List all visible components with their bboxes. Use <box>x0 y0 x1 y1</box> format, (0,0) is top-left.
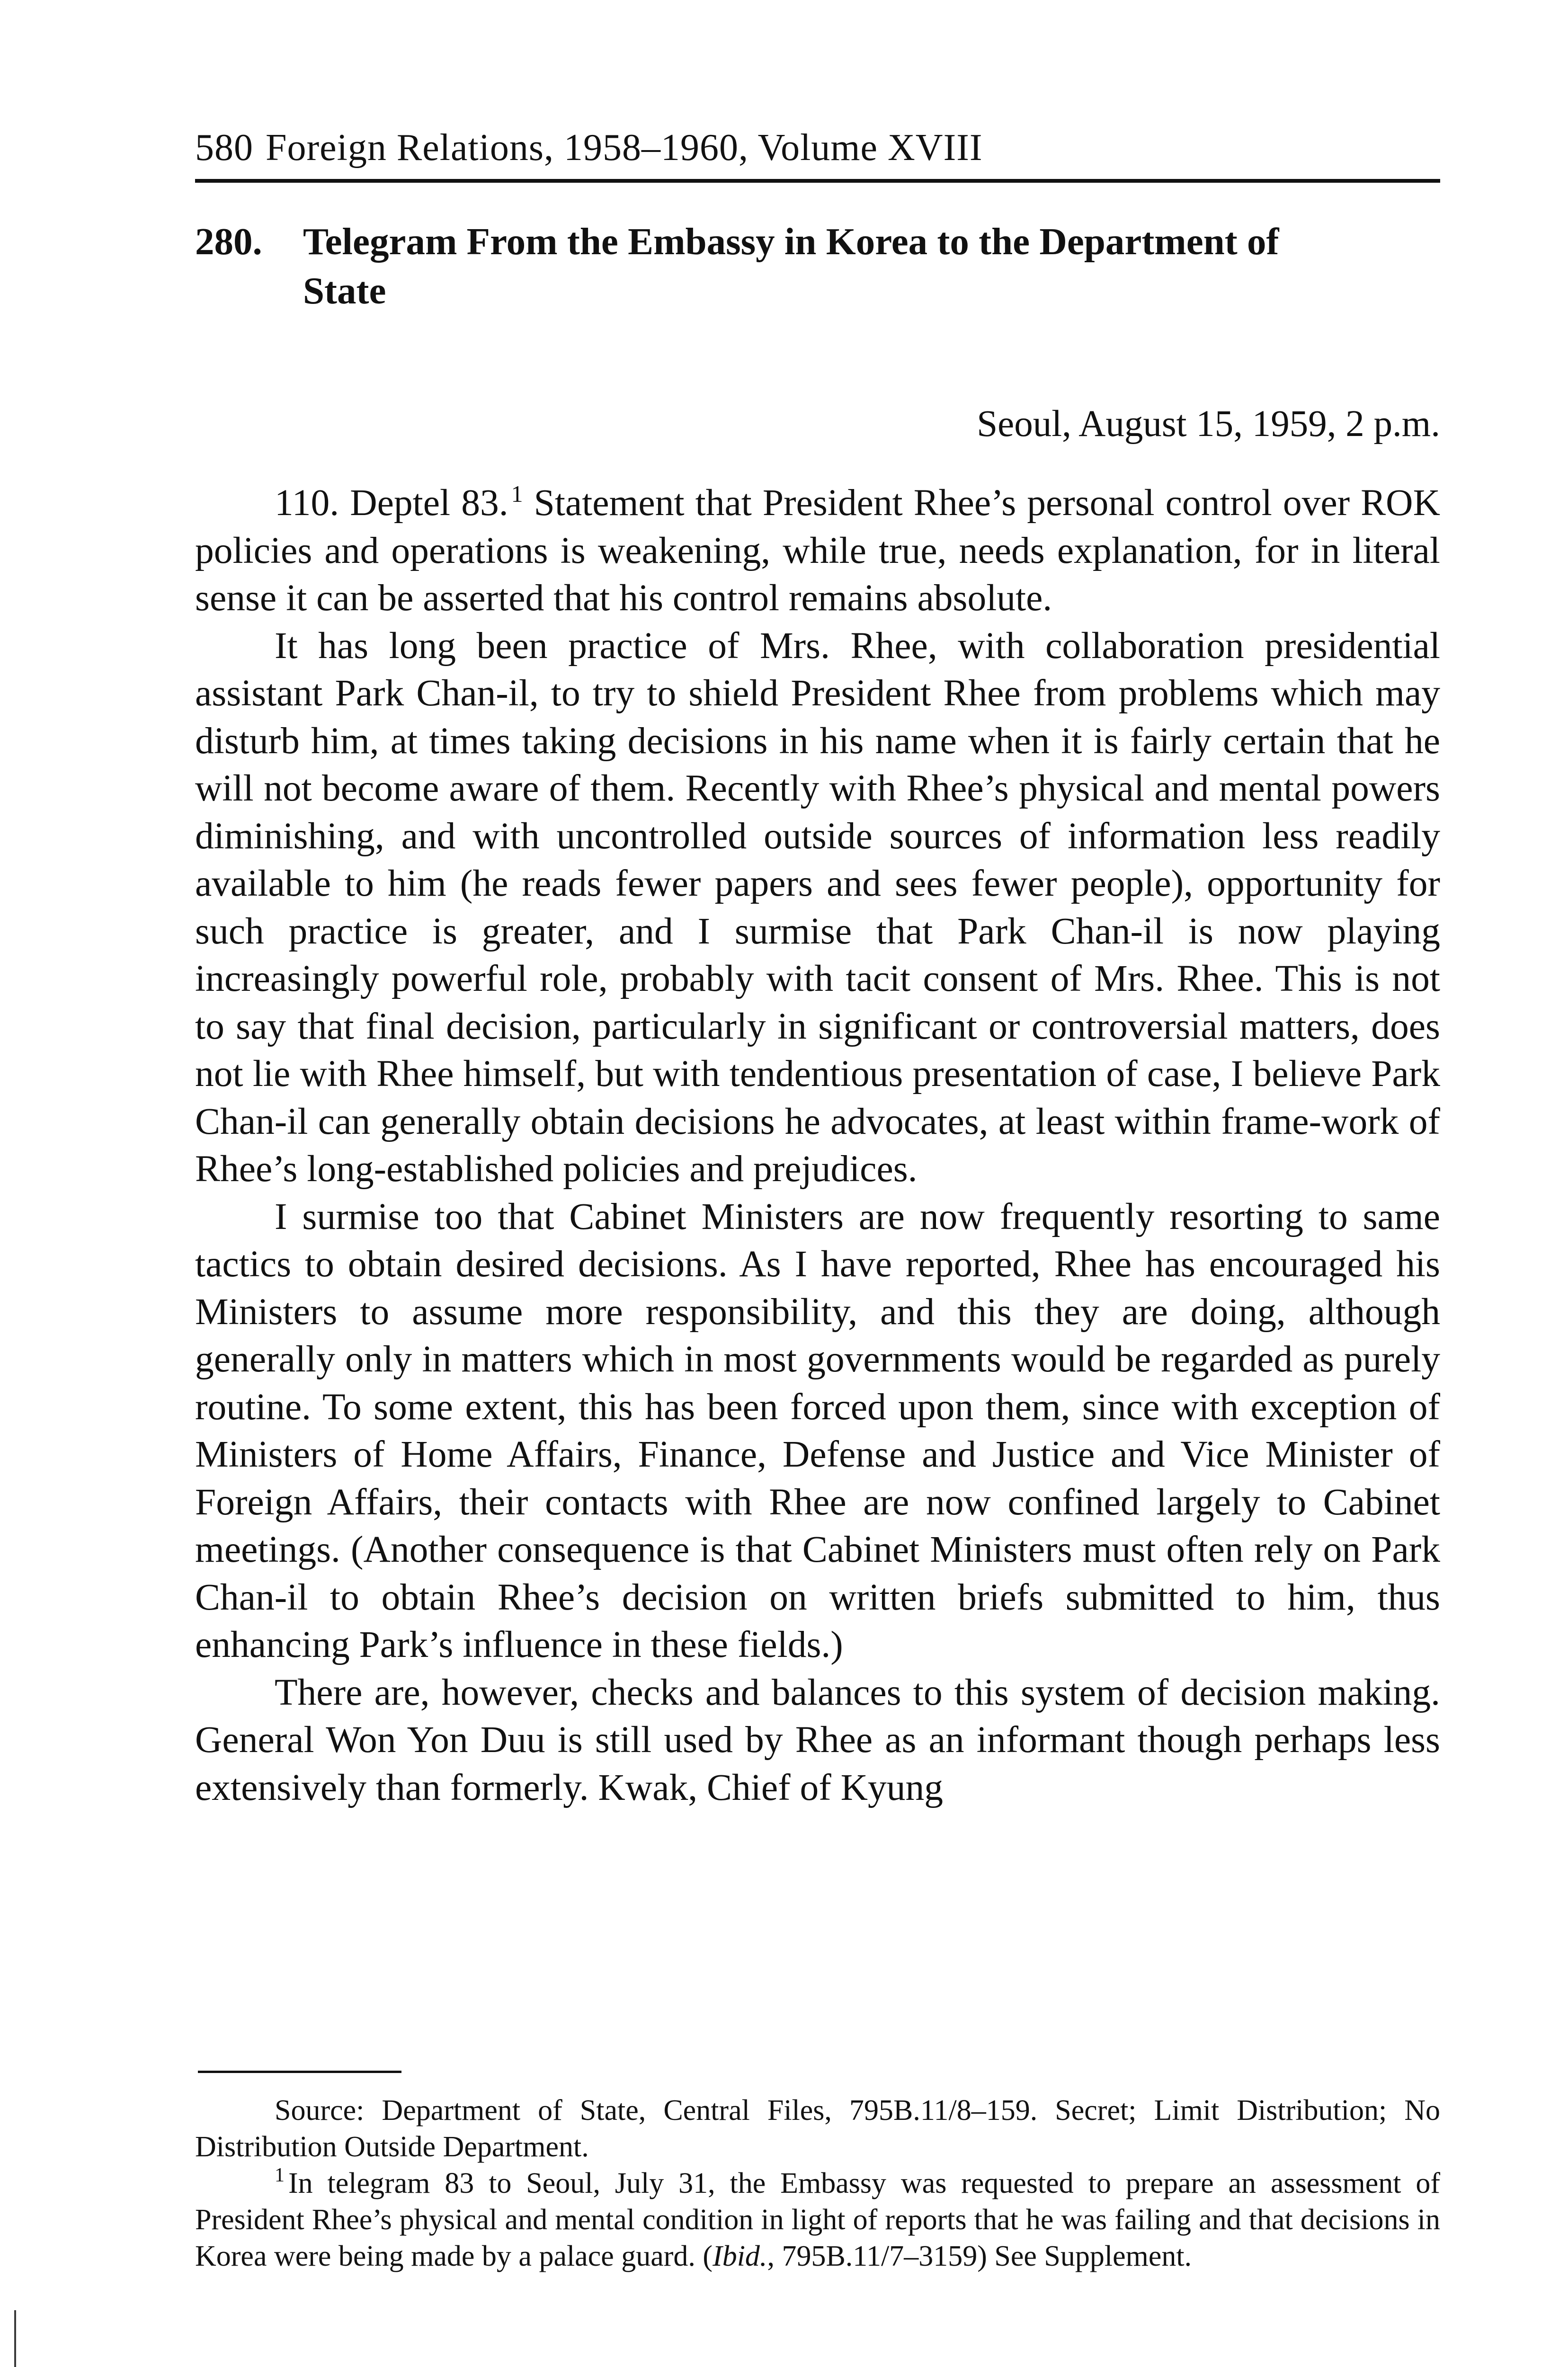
paragraph-2: It has long been practice of Mrs. Rhee, with collaboration presidential assistant Park Chan-il, to try to shield President Rhee from problems which may disturb him, at times taking decisions in his name when it is fairly certain that he will not become aware of them. Recently with Rhee’s physical and mental powers diminishing, and with uncontrolled outside sources of information less readily available to him (he reads fewer papers and sees fewer people), opportunity for such practice is greater, and I surmise that Park Chan-il is now playing increasingly powerful role, probably with tacit consent of Mrs. Rhee. This is not to say that final decision, particularly in significant or controversial matters, does not lie with Rhee himself, but with tendentious presentation of case, I believe Park Chan-il can generally obtain decisions he advocates, at least within frame-work of Rhee’s long-established policies and prejudices. <box>195 624 1440 1190</box>
paragraph-4: There are, however, checks and balances to this system of decision making. General Won Yon Duu is still used by Rhee as an informant though perhaps less extensively than formerly. Kwak, Chief of Kyung <box>195 1671 1440 1808</box>
footnotes <box>195 2092 1440 2275</box>
running-header <box>195 124 1440 171</box>
footnote-marker-1: 1 <box>511 481 523 507</box>
source-note: Source: Department of State, Central Files, 795B.11/8–159. Secret; Limit Distribution; No Distribution Outside Department. <box>195 2094 1440 2163</box>
footnote-1-marker: 1 <box>275 2164 285 2186</box>
header-rule <box>195 179 1440 183</box>
document-heading <box>195 217 1440 315</box>
footnote-1-text-a: In telegram 83 to Seoul, July 31, the Embassy was requested to prepare an assessment of President Rhee’s physical and mental condition in light of reports that he was failing and that decisions in Korea were being made by a palace guard. ( <box>195 2167 1440 2272</box>
footnote-1-ibid: Ibid. <box>713 2240 767 2272</box>
footnote-1-text-b: , 795B.11/7–3159) See Supplement. <box>767 2240 1192 2272</box>
paragraph-1-rest: Statement that President Rhee’s personal control over ROK policies and operations is weakening, while true, needs explanation, for in literal sense it can be asserted that his control remains absolute. <box>195 482 1441 619</box>
footnote-1 <box>195 2165 1440 2275</box>
footnote-rule <box>198 2071 401 2073</box>
telegram-body <box>195 479 1440 1811</box>
document-title-line1: Telegram From the Embassy in Korea to the Department of <box>303 220 1279 263</box>
paragraph-3: I surmise too that Cabinet Ministers are now frequently resorting to same tactics to obtain desired decisions. As I have reported, Rhee has encouraged his Ministers to assume more responsibility, and this they are doing, although generally only in matters which in most governments would be regarded as purely routine. To some extent, this has been forced upon them, since with exception of Ministers of Home Affairs, Finance, Defense and Justice and Vice Minister of Foreign Affairs, their contacts with Rhee are now confined largely to Cabinet meetings. (Another consequence is that Cabinet Ministers must often rely on Park Chan-il to obtain Rhee’s decision on written briefs submitted to him, thus enhancing Park’s influence in these fields.) <box>195 1195 1440 1665</box>
page-number: 580 <box>195 127 253 169</box>
running-title: Foreign Relations, 1958–1960, Volume XVIII <box>266 127 983 169</box>
paragraph-1 <box>195 479 1440 622</box>
document-number: 280. <box>195 220 262 263</box>
paragraph-1-start: 110. Deptel 83. <box>275 482 508 524</box>
document-title-line2: State <box>303 269 386 312</box>
scan-margin-line <box>14 2310 16 2367</box>
dateline: Seoul, August 15, 1959, 2 p.m. <box>977 403 1440 445</box>
